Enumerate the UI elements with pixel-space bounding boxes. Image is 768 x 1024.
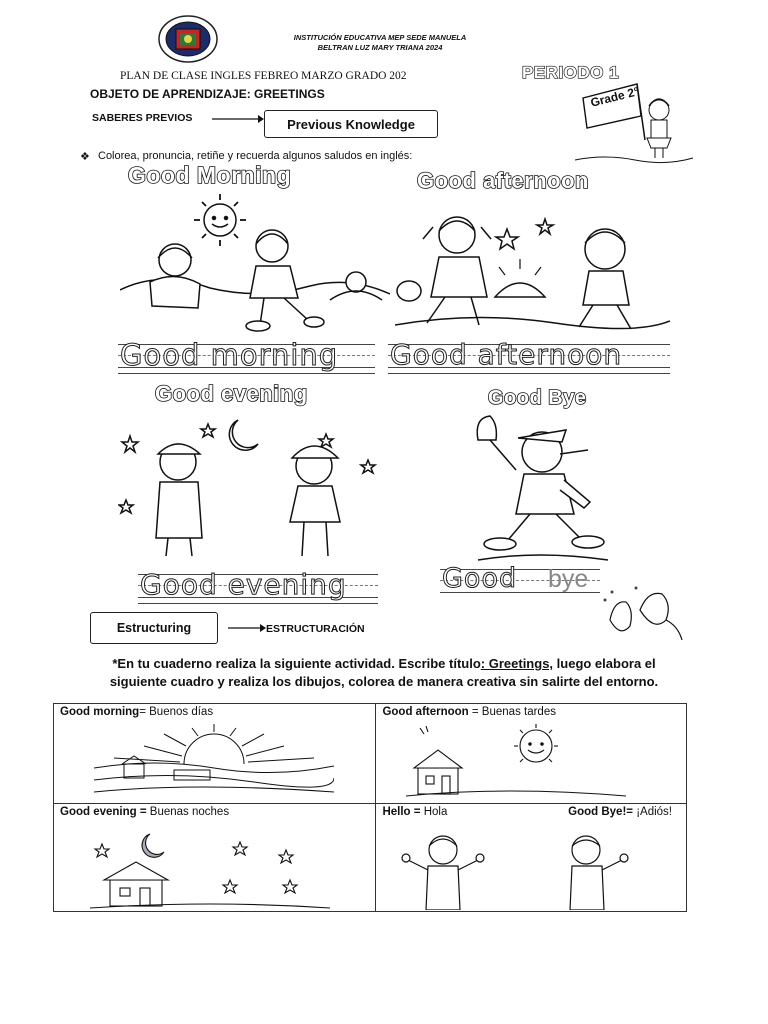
- cell-goodbye-label: Good Bye!= ¡Adiós!: [568, 806, 672, 818]
- trace-good-morning-text: Good morning: [120, 338, 339, 372]
- trace-bye-text: bye: [548, 565, 589, 593]
- estructuracion-label: ESTRUCTURACIÓN: [266, 623, 365, 635]
- good-bye-pinocchio-illustration: [468, 410, 618, 565]
- night-house-moon-illustration: [90, 828, 330, 912]
- institution-name: [250, 33, 510, 53]
- sunrise-landscape-illustration: [94, 724, 334, 802]
- institution-line-2: BELTRAN LUZ MARY TRIANA 2024: [317, 43, 443, 52]
- good-afternoon-illustration: [395, 205, 670, 340]
- good-evening-illustration: [118, 410, 383, 565]
- good-morning-illustration: [120, 190, 390, 340]
- activity-title-greetings: : Greetings,: [480, 656, 554, 671]
- arrow-right-icon: [212, 113, 264, 125]
- waving-hands-illustration: [600, 580, 685, 650]
- greetings-table: [53, 703, 687, 912]
- good-morning-title: Good Morning: [128, 162, 292, 188]
- trace-good-text: Good: [442, 563, 518, 594]
- saberes-previos-label: SABERES PREVIOS: [92, 112, 193, 124]
- activity-instructions: [50, 655, 718, 691]
- hello-person-illustration: [398, 830, 488, 910]
- school-logo: [158, 15, 218, 63]
- cell-hello-label: Hello = Hola: [382, 806, 448, 818]
- trace-good-bye: [440, 565, 600, 601]
- trace-good-evening: [138, 570, 378, 606]
- estructuring-box: Estructuring: [90, 612, 218, 644]
- trace-good-evening-text: Good evening: [140, 568, 347, 601]
- afternoon-house-sun-illustration: [406, 722, 626, 802]
- trace-good-afternoon-text: Good afternoon: [390, 338, 623, 371]
- activity-line-1-end: luego elabora el: [553, 656, 656, 671]
- cell-good-morning: [54, 704, 376, 804]
- goodbye-person-illustration: [546, 830, 636, 910]
- previous-knowledge-box: Previous Knowledge: [264, 110, 438, 138]
- cell-good-afternoon: [376, 704, 687, 804]
- activity-line-1: [50, 655, 718, 673]
- periodo-title: PERIODO 1: [522, 63, 620, 82]
- institution-line-1: INSTITUCIÓN EDUCATIVA MEP SEDE MANUELA: [293, 33, 467, 42]
- good-afternoon-title: Good afternoon: [417, 168, 589, 193]
- cell-hello-goodbye: [376, 804, 687, 912]
- good-bye-title: Good Bye: [488, 387, 587, 409]
- instruction-text: Colorea, pronuncia, retiñe y recuerda algunos saludos en inglés:: [98, 150, 413, 162]
- objeto-aprendizaje: OBJETO DE APRENDIZAJE: GREETINGS: [90, 87, 325, 101]
- cell-good-morning-label: Good morning= Buenos días: [60, 706, 214, 718]
- activity-line-1-start: *En tu cuaderno realiza la siguiente actividad. Escribe título: [112, 656, 481, 671]
- cell-good-evening-label: Good evening = Buenas noches: [60, 806, 230, 818]
- activity-line-2: siguiente cuadro y realiza los dibujos, colorea de manera creativa sin salirte del entorno.: [109, 674, 659, 689]
- cell-good-evening: [54, 804, 376, 912]
- plan-title: PLAN DE CLASE INGLES FEBREO MARZO GRADO 202: [120, 70, 407, 82]
- good-evening-title: Good evening: [155, 381, 308, 406]
- diamond-bullet-icon: ❖: [80, 151, 90, 163]
- trace-good-afternoon: [388, 340, 670, 376]
- grade-flag-label: Grade 2°: [589, 84, 641, 110]
- arrow-right-icon: [228, 622, 266, 634]
- cell-good-afternoon-label: Good afternoon = Buenas tardes: [382, 706, 556, 718]
- trace-good-morning: [118, 340, 375, 376]
